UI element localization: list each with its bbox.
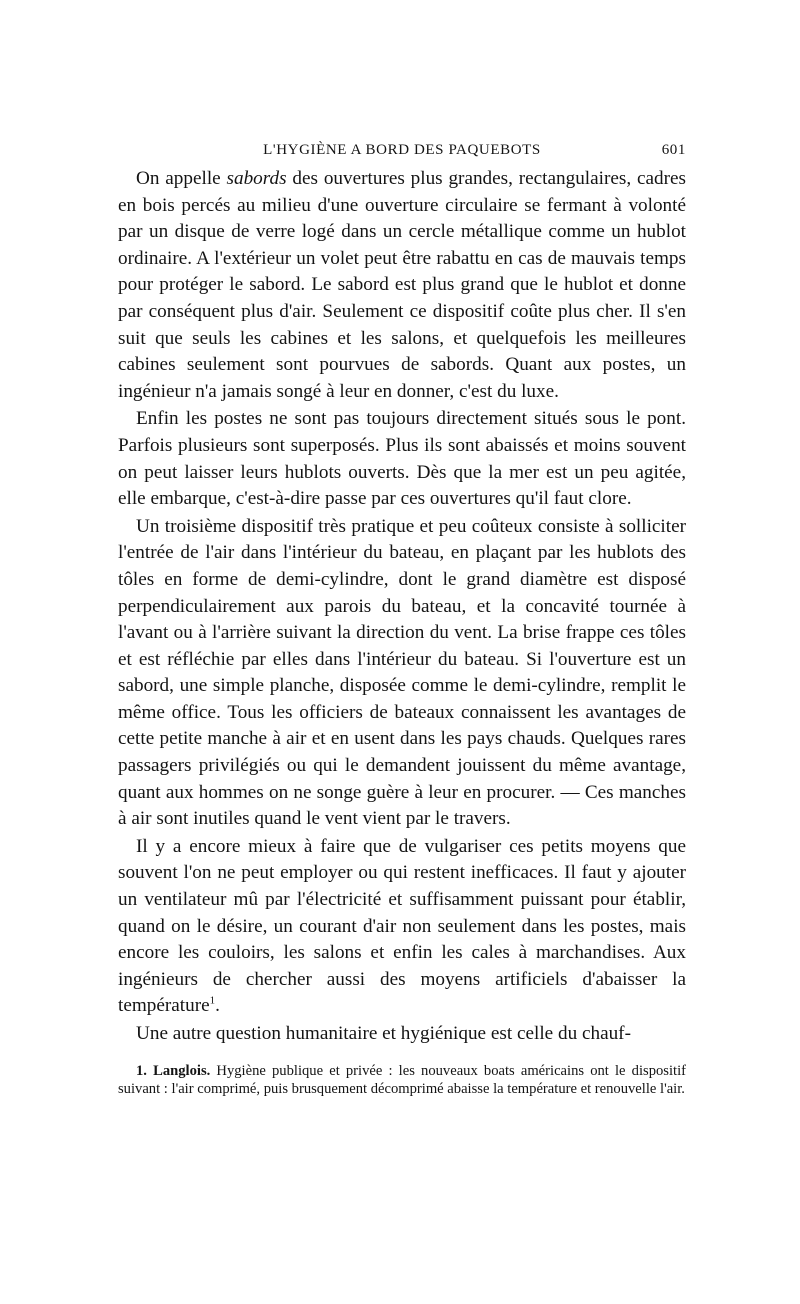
paragraph-text: Une autre question humanitaire et hygiénique est celle du chauf-	[136, 1023, 631, 1044]
footnote-text: Hygiène publique et privée : les nouveaux boats américains ont le dispositif suivant : l'air comprimé, puis brusquement décomprimé abaisse la température et renouvelle l'air.	[118, 1062, 686, 1098]
footnote	[118, 1062, 686, 1099]
footnote-author: Langlois.	[153, 1062, 211, 1079]
paragraph-demi-cylindre	[118, 514, 686, 833]
paragraph-text: Enfin les postes ne sont pas toujours directement situés sous le pont. Parfois plusieurs sont superposés. Plus ils sont abaissés et moins souvent on peut laisser leurs hublots ouverts. Dès que la mer est un peu agitée, elle embarque, c'est-à-dire passe par ces ouvertures qu'il faut clore.	[118, 408, 686, 510]
footnote-marker: 1.	[136, 1062, 147, 1079]
book-page	[118, 140, 686, 1099]
page-number: 601	[661, 142, 686, 158]
running-head	[118, 140, 686, 166]
paragraph-text: On appelle	[136, 168, 227, 189]
footnotes	[118, 1062, 686, 1099]
paragraph-text: Il y a encore mieux à faire que de vulgariser ces petits moyens que souvent l'on ne peut employer ou qui restent inefficaces. Il faut y ajouter un ventilateur mû par l'électricité et suffisamment puissant pour établir, quand on le désire, un courant d'air non seulement dans les postes, mais encore les couloirs, les salons et enfin les cales à marchandises. Aux ingénieurs de chercher aussi des moyens artificiels d'abaisser la température	[118, 835, 686, 1017]
paragraph-postes	[118, 406, 686, 512]
paragraph-chauffage	[118, 1021, 686, 1048]
body-text	[118, 166, 686, 1048]
footnote-reference: 1	[209, 995, 216, 1008]
paragraph-text: Un troisième dispositif très pratique et peu coûteux consiste à solliciter l'entrée de l'air dans l'intérieur du bateau, en plaçant par les hublots des tôles en forme de demi-cylindre, dont le grand diamètre est disposé perpendiculairement aux parois du bateau, et la concavité tournée à l'avant ou à l'arrière suivant la direction du vent. La brise frappe ces tôles et est réfléchie par elles dans l'intérieur du bateau. Si l'ouverture est un sabord, une simple planche, disposée comme le demi-cylindre, remplit le même office. Tous les officiers de bateaux connaissent les avantages de cette petite manche à air et en usent dans les pays chauds. Quelques rares passagers privilégiés ou qui le demandent jouissent du même avantage, quant aux hommes on ne songe guère à leur en procurer. — Ces manches à air sont inutiles quand le vent vient par le travers.	[118, 515, 686, 830]
emphasis-term: sabords	[226, 168, 287, 189]
paragraph-text: des ouvertures plus grandes, rectangulaires, cadres en bois percés au milieu d'une ouverture circulaire se fermant à volonté par un disque de verre logé dans un cercle métallique comme un hublot ordinaire. A l'extérieur un volet peut être rabattu en cas de mauvais temps pour protéger le sabord. Le sabord est plus grand que le hublot et donne par conséquent plus d'air. Seulement ce dispositif coûte plus cher. Il s'en suit que seuls les cabines et les salons, et quelquefois les meilleures cabines seulement sont pourvues de sabords. Quant aux postes, un ingénieur n'a jamais songé à leur en donner, c'est du luxe.	[118, 168, 686, 402]
paragraph-sabords	[118, 166, 686, 405]
paragraph-text: .	[215, 995, 220, 1017]
paragraph-ventilateur	[118, 834, 686, 1020]
running-title: L'HYGIÈNE A BORD DES PAQUEBOTS	[263, 142, 541, 158]
